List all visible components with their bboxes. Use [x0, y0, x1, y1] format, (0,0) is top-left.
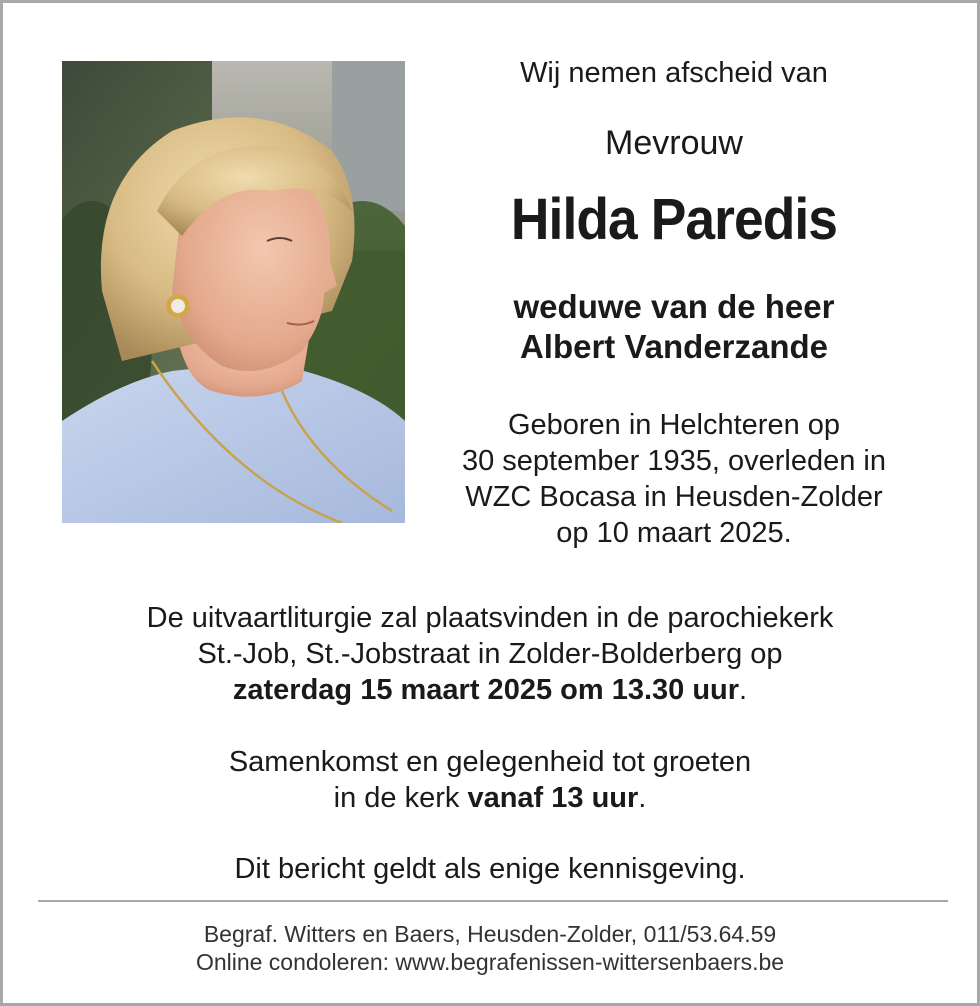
gathering-line-1: Samenkomst en gelegenheid tot groeten [228, 746, 752, 778]
header-block [443, 55, 905, 551]
liturgy-line-2: St.-Job, St.-Jobstraat in Zolder-Bolderberg op [197, 638, 783, 670]
spouse-block [443, 287, 905, 367]
birth-line-1: Geboren in Helchteren op [507, 409, 841, 441]
gathering-line-2 [3, 780, 977, 816]
birth-line-2: 30 september 1935, overleden in [461, 445, 886, 477]
gathering-block [3, 744, 977, 816]
liturgy-line-3 [3, 672, 977, 708]
portrait-illustration [62, 61, 405, 523]
salutation-text: Mevrouw [605, 124, 743, 162]
deceased-name: Hilda Paredis [510, 187, 838, 252]
portrait-photo [62, 61, 405, 523]
birth-line-4: op 10 maart 2025. [556, 517, 792, 549]
footer-block [3, 920, 977, 976]
liturgy-datetime: zaterdag 15 maart 2025 om 13.30 uur [232, 674, 740, 706]
notice-text: Dit bericht geldt als enige kennisgeving. [234, 853, 746, 885]
birth-line-3: WZC Bocasa in Heusden-Zolder [465, 481, 883, 513]
spouse-line-1: weduwe van de heer [513, 288, 835, 325]
gathering-time: vanaf 13 uur [467, 782, 639, 814]
divider-line [38, 900, 948, 902]
liturgy-period: . [739, 674, 748, 706]
liturgy-line-1: De uitvaartliturgie zal plaatsvinden in de parochiekerk [146, 602, 834, 634]
online-condolence: Online condoleren: www.begrafenissen-wittersenbaers.be [195, 949, 785, 975]
notice-block [3, 851, 977, 887]
spouse-line-2: Albert Vanderzande [519, 328, 829, 365]
birth-death-block [443, 407, 905, 551]
liturgy-block [3, 600, 977, 708]
gathering-start: in de kerk [333, 782, 468, 814]
intro-text: Wij nemen afscheid van [520, 57, 828, 89]
undertaker-info: Begraf. Witters en Baers, Heusden-Zolder, 011/53.64.59 [203, 921, 777, 947]
gathering-period: . [638, 782, 647, 814]
